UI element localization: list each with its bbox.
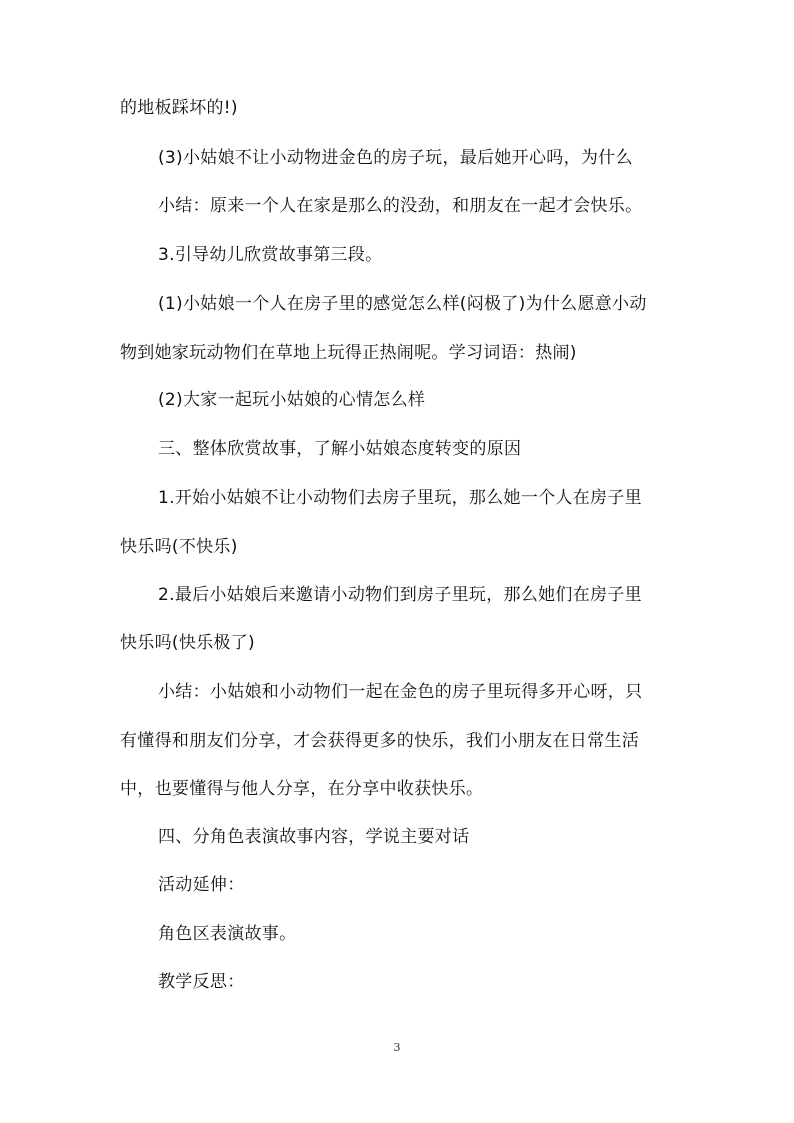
text-line-12: 快乐吗(快乐极了) bbox=[120, 633, 255, 653]
text-line-9: 1.开始小姑娘不让小动物们去房子里玩，那么她一个人在房子里 bbox=[158, 488, 642, 508]
text-line-19: 教学反思： bbox=[158, 972, 245, 992]
text-line-5: (1)小姑娘一个人在房子里的感觉怎么样(闷极了)为什么愿意小动 bbox=[158, 294, 647, 314]
text-line-15: 中，也要懂得与他人分享，在分享中收获快乐。 bbox=[120, 779, 484, 799]
text-line-3: 小结：原来一个人在家是那么的没劲，和朋友在一起才会快乐。 bbox=[158, 196, 643, 216]
page-number: 3 bbox=[393, 1041, 401, 1054]
text-line-1: 的地板踩坏的!) bbox=[120, 98, 238, 118]
text-line-4: 3.引导幼儿欣赏故事第三段。 bbox=[158, 245, 383, 265]
text-line-13: 小结：小姑娘和小动物们一起在金色的房子里玩得多开心呀，只 bbox=[158, 682, 643, 702]
text-line-11: 2.最后小姑娘后来邀请小动物们到房子里玩，那么她们在房子里 bbox=[158, 585, 642, 605]
text-line-6: 物到她家玩动物们在草地上玩得正热闹呢。学习词语：热闹) bbox=[120, 343, 577, 363]
text-line-17: 活动延伸： bbox=[158, 875, 245, 895]
text-line-8: 三、整体欣赏故事，了解小姑娘态度转变的原因 bbox=[158, 439, 522, 459]
text-line-7: (2)大家一起玩小姑娘的心情怎么样 bbox=[158, 390, 426, 410]
text-line-14: 有懂得和朋友们分享，才会获得更多的快乐，我们小朋友在日常生活 bbox=[120, 731, 639, 751]
text-line-2: (3)小姑娘不让小动物进金色的房子玩，最后她开心吗，为什么 bbox=[158, 148, 633, 168]
text-line-16: 四、分角色表演故事内容，学说主要对话 bbox=[158, 827, 470, 847]
text-line-18: 角色区表演故事。 bbox=[158, 924, 297, 944]
text-line-10: 快乐吗(不快乐) bbox=[120, 537, 238, 557]
